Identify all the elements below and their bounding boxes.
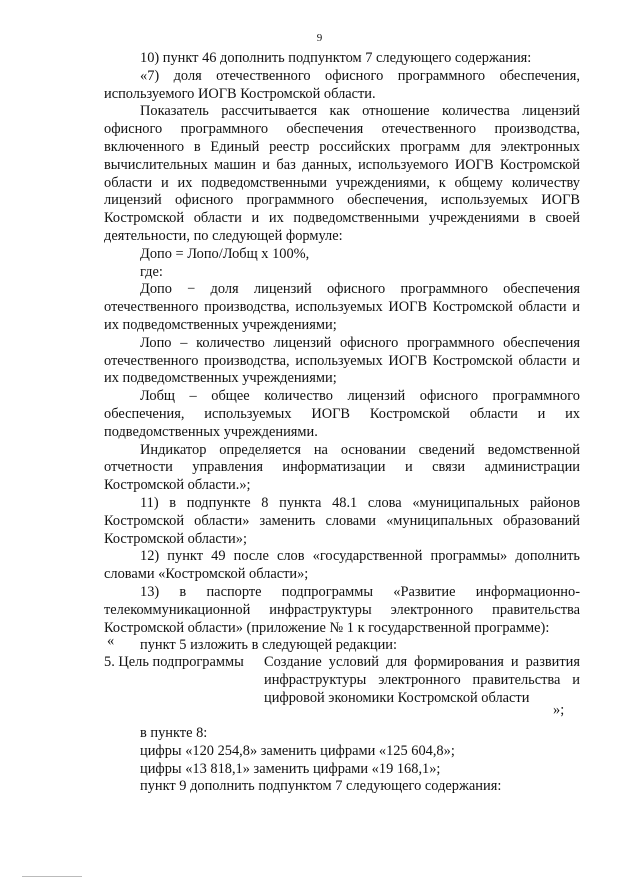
paragraph: Лопо – количество лицензий офисного программного обеспечения отечественного производства, используемых ИОГВ Костромской области и их подведомственных учреждениями; <box>104 334 580 387</box>
paragraph: Допо − доля лицензий офисного программного обеспечения отечественного производства, используемых ИОГВ Костромской области и их подведомственных учреждениями; <box>104 281 580 333</box>
paragraph: 10) пункт 46 дополнить подпунктом 7 следующего содержания: <box>140 50 532 66</box>
paragraph: 12) пункт 49 после слов «государственной программы» дополнить словами «Костромской области»; <box>104 548 580 583</box>
footer-mark <box>22 876 82 877</box>
paragraph: Лобщ – общее количество лицензий офисного программного обеспечения, используемых ИОГВ Костромской области и их подведомственных учреждениями. <box>104 388 580 440</box>
goal-label: 5. Цель подпрограммы <box>104 654 244 670</box>
formula: Допо = Лопо/Лобщ х 100%, <box>140 245 310 262</box>
paragraph: 13) в паспорте подпрограммы «Развитие информационно-телекоммуникационной инфраструктуры электронного правительства Костромской области» (приложение № 1 к государственной программе): <box>104 583 580 636</box>
paragraph: Показатель рассчитывается как отношение количества лицензий офисного программного обеспечения отечественного производства, включенного в Единый реестр российских программ для электронных вычислительных машин и баз данных, используемого ИОГВ Костромской области и их подведомственными учреждениями, к общему количеству лицензий офисного программного обеспечения, используемых ИОГВ Костромской области и их подведомственными учреждениями в своей деятельности, по следующей формуле: <box>104 103 580 244</box>
goal-value: Создание условий для формирования и развития инфраструктуры электронного правительства и цифровой экономики Костромской области <box>264 654 580 706</box>
tail-line: в пункте 8: <box>140 725 208 741</box>
paragraph: Индикатор определяется на основании сведений ведомственной отчетности управления информатизации и связи администрации Костромской области.»; <box>104 441 580 494</box>
paragraph: «7) доля отечественного офисного программного обеспечения, используемого ИОГВ Костромской области. <box>104 67 580 102</box>
document-body <box>104 50 580 655</box>
page-number: 9 <box>316 32 323 44</box>
quote-close: »; <box>553 702 565 718</box>
quote-open: « <box>107 633 115 649</box>
formula-where: где: <box>140 263 163 280</box>
paragraph: пункт 5 изложить в следующей редакции: <box>140 637 397 654</box>
tail-line: цифры «120 254,8» заменить цифрами «125 604,8»; <box>140 742 455 759</box>
tail-line: пункт 9 дополнить подпунктом 7 следующего содержания: <box>140 778 502 795</box>
paragraph: 11) в подпункте 8 пункта 48.1 слова «муниципальных районов Костромской области» заменить словами «муниципальных образований Костромской области»; <box>104 494 580 547</box>
tail-line: цифры «13 818,1» заменить цифрами «19 168,1»; <box>140 760 441 777</box>
tail-block <box>140 725 580 796</box>
